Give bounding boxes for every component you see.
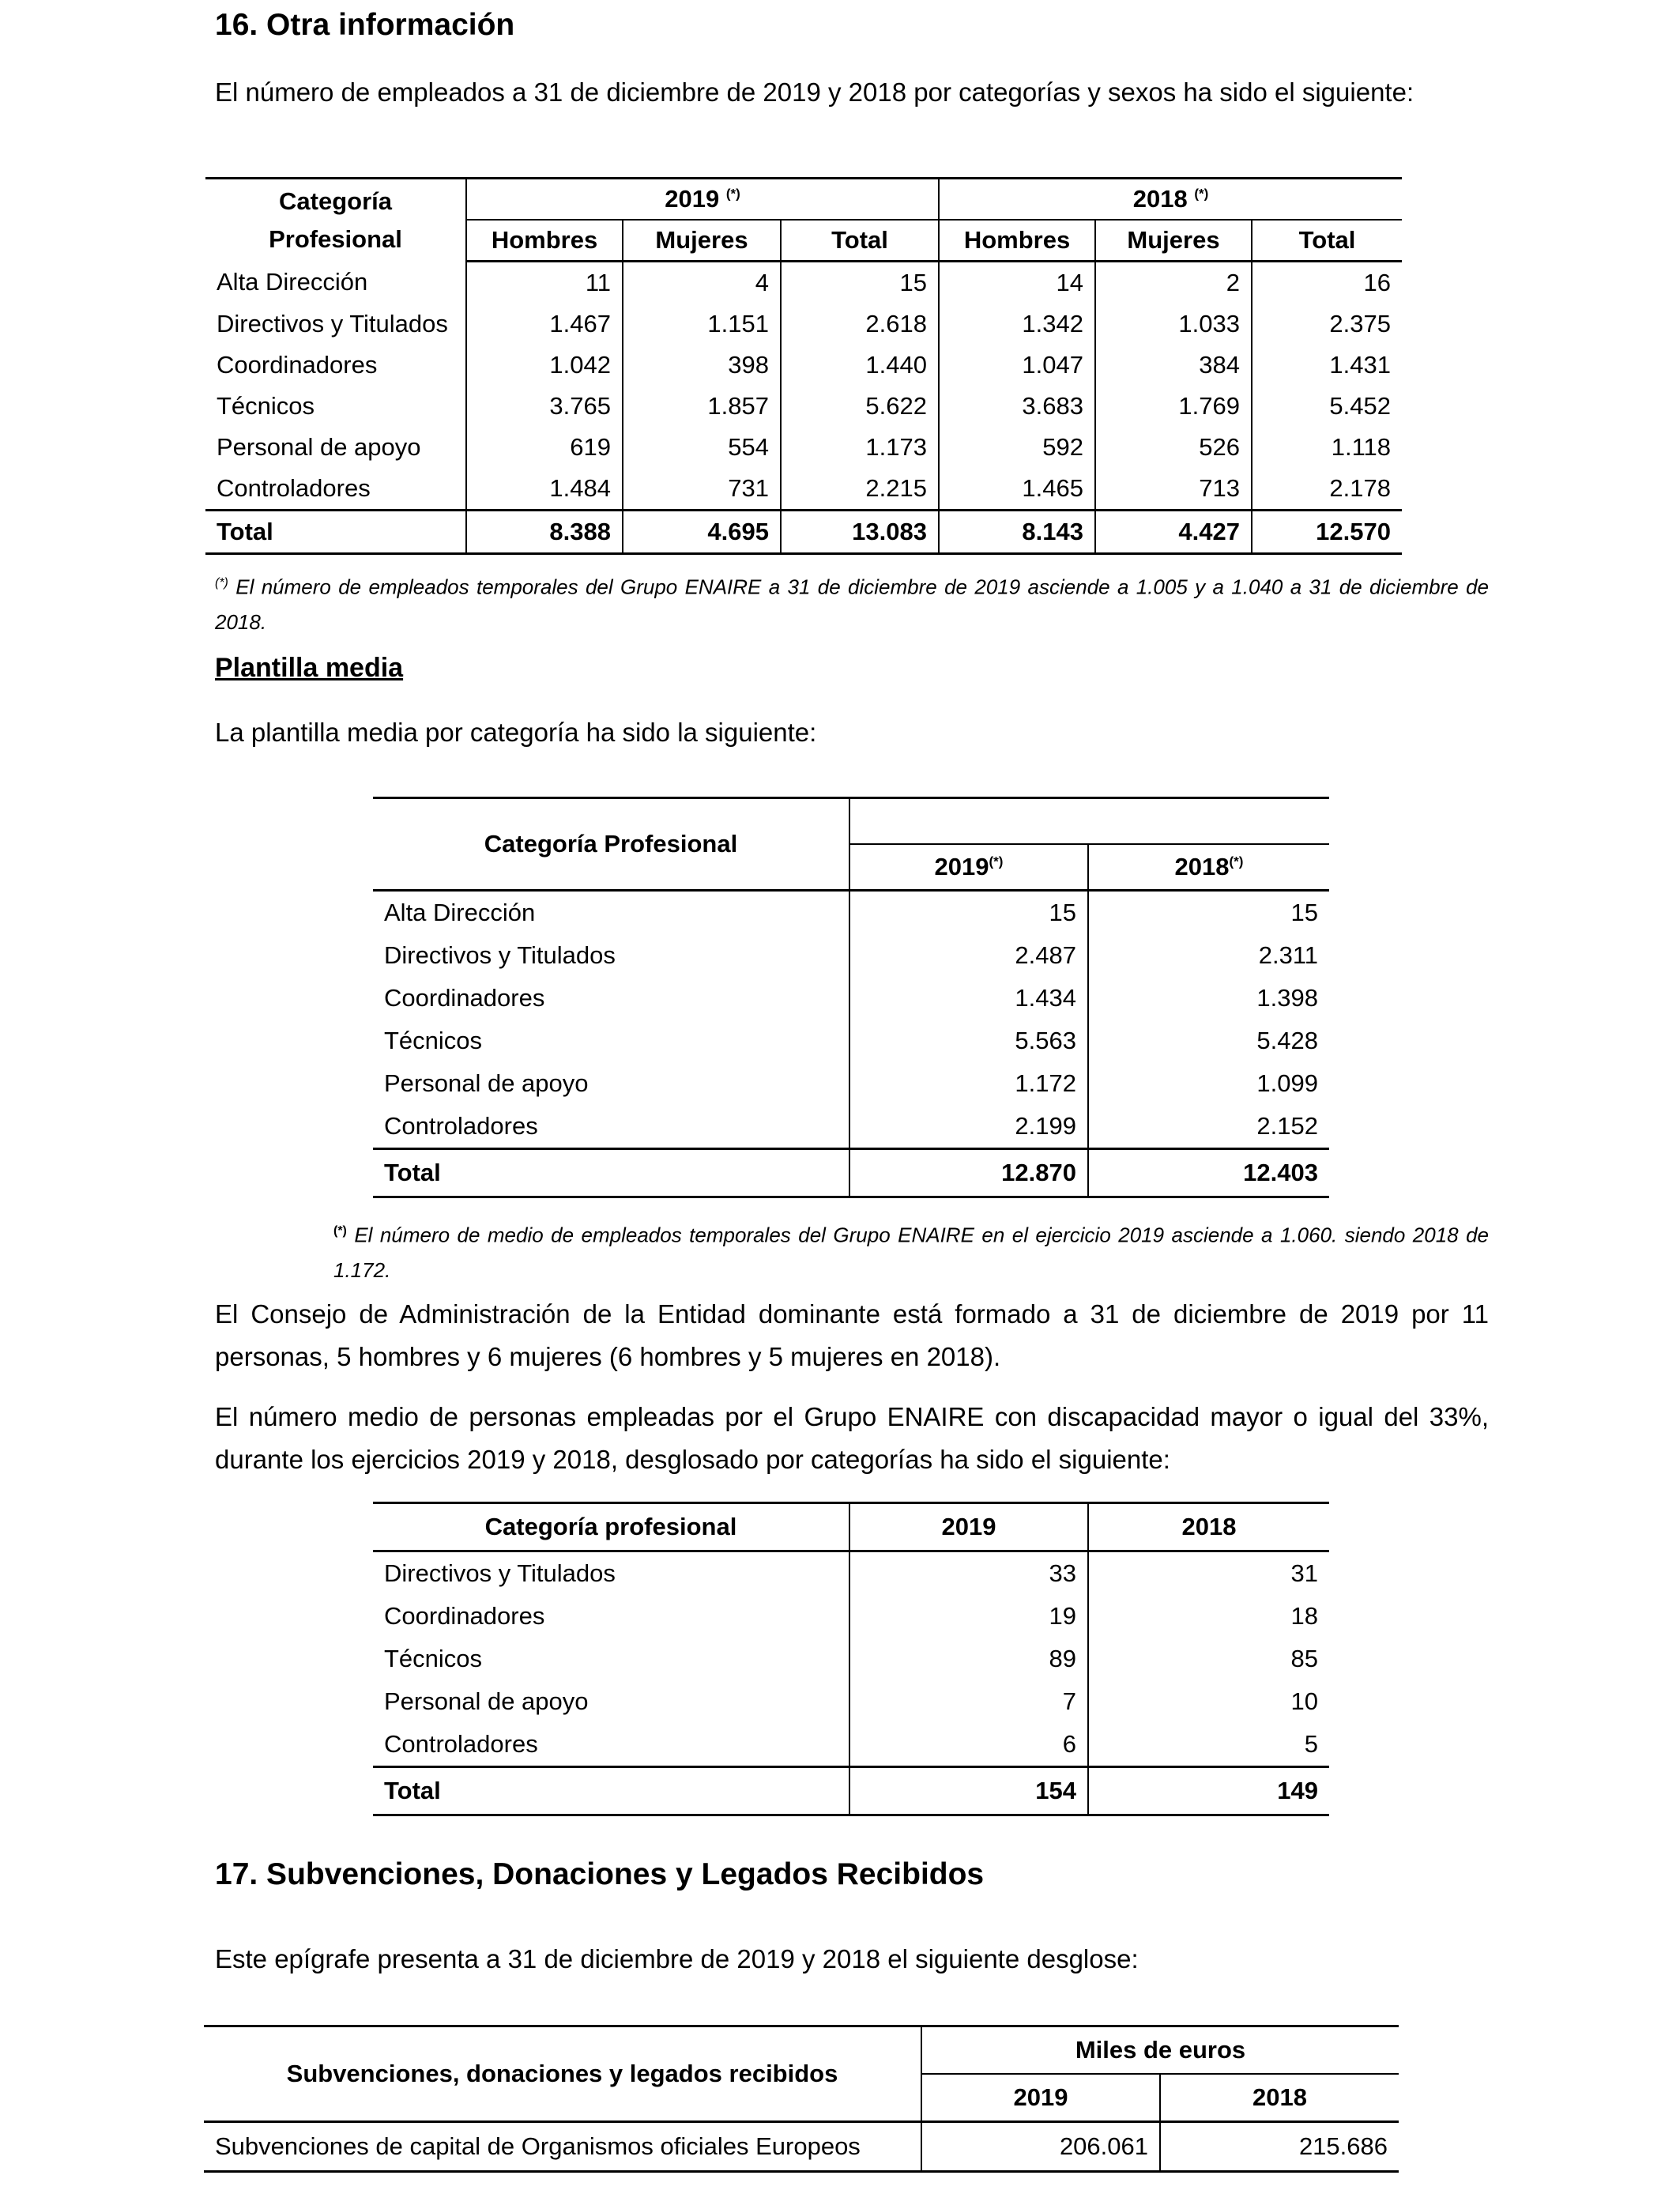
table-cell: 15 [781, 262, 939, 304]
total-cell: 8.388 [466, 511, 623, 554]
grants-header: Subvenciones, donaciones y legados recibidos [204, 2026, 921, 2122]
total-cell: 149 [1088, 1767, 1329, 1815]
row-label: Controladores [384, 1730, 538, 1758]
table-cell: 33 [849, 1551, 1088, 1596]
table-cell: 713 [1095, 468, 1252, 511]
section-17-title: 17. Subvenciones, Donaciones y Legados Recibidos [215, 1857, 985, 1891]
table-cell: 1.151 [623, 303, 781, 345]
employees-by-category-sex-table [205, 177, 1402, 555]
table-row [205, 386, 1402, 427]
table-total-row [205, 511, 1402, 554]
col-header: Hombres [466, 220, 623, 262]
year-2019-header: 2019 [921, 2074, 1160, 2122]
plantilla-subtitle: Plantilla media [215, 653, 404, 683]
footnote-mark: (*) [215, 576, 228, 590]
table-row [373, 1723, 1329, 1767]
table-cell: 4 [623, 262, 781, 304]
table-cell: 1.118 [1252, 427, 1402, 468]
table-cell: 554 [623, 427, 781, 468]
total-cell: 4.427 [1095, 511, 1252, 554]
year-2018-header [939, 179, 1402, 221]
table-cell: 5.563 [849, 1020, 1088, 1062]
table-row [373, 1062, 1329, 1105]
table-cell: 398 [623, 345, 781, 386]
disability-staff-table [373, 1502, 1329, 1816]
table-cell: 592 [939, 427, 1095, 468]
row-label: Directivos y Titulados [384, 941, 616, 969]
col-header: Total [781, 220, 939, 262]
table-row [205, 468, 1402, 511]
category-header: Categoría profesional [373, 1503, 849, 1551]
table-row [205, 262, 1402, 304]
table-cell: 526 [1095, 427, 1252, 468]
table-cell: 5.428 [1088, 1020, 1329, 1062]
year-2019-header [466, 179, 939, 221]
section-16-intro: El número de empleados a 31 de diciembre de 2019 y 2018 por categorías y sexos ha sido el siguiente: [215, 77, 1414, 107]
average-staff-table [373, 797, 1329, 1198]
table-cell: 1.769 [1095, 386, 1252, 427]
table-row [373, 1105, 1329, 1149]
table-row [204, 2122, 1399, 2172]
table-cell: 384 [1095, 345, 1252, 386]
section-17-intro: Este epígrafe presenta a 31 de diciembre de 2019 y 2018 el siguiente desglose: [215, 1944, 1139, 1973]
table-cell: 1.431 [1252, 345, 1402, 386]
row-label: Personal de apoyo [384, 1069, 589, 1097]
table-cell: 1.857 [623, 386, 781, 427]
table-row [373, 934, 1329, 977]
total-cell: 8.143 [939, 511, 1095, 554]
year-2019-label: 2019 [934, 853, 989, 880]
table-row [373, 977, 1329, 1020]
table-cell: 2.487 [849, 934, 1088, 977]
table-cell: 5 [1088, 1723, 1329, 1767]
year-2019-header [849, 844, 1088, 891]
table-cell: 2.178 [1252, 468, 1402, 511]
table-cell: 1.467 [466, 303, 623, 345]
total-cell: 4.695 [623, 511, 781, 554]
table-cell: 1.484 [466, 468, 623, 511]
table-row [373, 891, 1329, 935]
table-cell: 85 [1088, 1638, 1329, 1680]
table-cell: 619 [466, 427, 623, 468]
asterisk-mark: (*) [989, 854, 1004, 869]
row-label: Directivos y Titulados [384, 1559, 616, 1587]
miles-euros-header: Miles de euros [921, 2026, 1399, 2075]
total-label: Total [205, 511, 466, 554]
table-cell: 1.434 [849, 977, 1088, 1020]
table-cell: 6 [849, 1723, 1088, 1767]
table-row [373, 1595, 1329, 1638]
total-cell: 12.403 [1088, 1149, 1329, 1197]
table-cell: 31 [1088, 1551, 1329, 1596]
total-cell: 12.570 [1252, 511, 1402, 554]
table-cell: 215.686 [1160, 2122, 1399, 2172]
col-header: Hombres [939, 220, 1095, 262]
total-cell: 13.083 [781, 511, 939, 554]
table-row [373, 1551, 1329, 1596]
empty-header [849, 798, 1329, 845]
table-row [205, 427, 1402, 468]
table-cell: 2 [1095, 262, 1252, 304]
table-cell: 3.683 [939, 386, 1095, 427]
row-label: Personal de apoyo [217, 433, 421, 461]
row-label: Controladores [217, 474, 371, 502]
table-cell: 1.173 [781, 427, 939, 468]
table-row [205, 303, 1402, 345]
year-2019-header: 2019 [849, 1503, 1088, 1551]
category-header: Categoría Profesional [373, 798, 849, 891]
footnote-text: El número de empleados temporales del Grupo ENAIRE a 31 de diciembre de 2019 asciende a 1.005 y a 1.040 a 31 de diciembre de 2018. [215, 575, 1489, 634]
table-cell: 7 [849, 1680, 1088, 1723]
total-cell: 154 [849, 1767, 1088, 1815]
table-cell: 3.765 [466, 386, 623, 427]
plantilla-intro: La plantilla media por categoría ha sido la siguiente: [215, 718, 817, 747]
year-2018-label: 2018 [1132, 185, 1188, 213]
table-row [373, 1680, 1329, 1723]
table-cell: 206.061 [921, 2122, 1160, 2172]
year-2018-header: 2018 [1088, 1503, 1329, 1551]
table-cell: 1.099 [1088, 1062, 1329, 1105]
table-row [373, 1020, 1329, 1062]
footnote-text: El número de medio de empleados temporales del Grupo ENAIRE en el ejercicio 2019 asciende a 1.060. siendo 2018 de 1.172. [333, 1223, 1489, 1282]
table-cell: 1.033 [1095, 303, 1252, 345]
table1-footnote [215, 566, 1489, 639]
table-cell: 1.342 [939, 303, 1095, 345]
table-cell: 10 [1088, 1680, 1329, 1723]
row-label: Alta Dirección [384, 899, 536, 926]
table-cell: 2.152 [1088, 1105, 1329, 1149]
disability-paragraph: El número medio de personas empleadas por el Grupo ENAIRE con discapacidad mayor o igual del 33%, durante los ejercicios 2019 y 2018, desglosado por categorías ha sido el siguiente: [215, 1402, 1489, 1474]
row-label: Personal de apoyo [384, 1687, 589, 1715]
year-2018-header: 2018 [1160, 2074, 1399, 2122]
table-cell: 5.622 [781, 386, 939, 427]
table-cell: 14 [939, 262, 1095, 304]
table-cell: 1.042 [466, 345, 623, 386]
year-2018-header [1088, 844, 1329, 891]
row-label: Técnicos [384, 1027, 483, 1054]
table-cell: 2.215 [781, 468, 939, 511]
category-header-line1: Categoría [279, 187, 392, 215]
category-header [205, 179, 466, 262]
table-row [205, 345, 1402, 386]
asterisk-mark: (*) [725, 186, 740, 202]
table-total-row [373, 1149, 1329, 1197]
footnote-mark: (*) [333, 1224, 347, 1238]
total-cell: 12.870 [849, 1149, 1088, 1197]
table-cell: 1.465 [939, 468, 1095, 511]
row-label: Controladores [384, 1112, 538, 1140]
total-label: Total [373, 1767, 849, 1815]
asterisk-mark: (*) [1194, 186, 1209, 202]
table-cell: 11 [466, 262, 623, 304]
row-label: Coordinadores [217, 351, 378, 379]
table-cell: 2.311 [1088, 934, 1329, 977]
table-cell: 15 [1088, 891, 1329, 935]
grants-table [204, 2025, 1399, 2173]
table-cell: 1.047 [939, 345, 1095, 386]
table-cell: 89 [849, 1638, 1088, 1680]
table-cell: 2.618 [781, 303, 939, 345]
year-2018-label: 2018 [1174, 853, 1230, 880]
asterisk-mark: (*) [1229, 854, 1244, 869]
total-label: Total [373, 1149, 849, 1197]
table2-footnote [333, 1214, 1489, 1287]
table-cell: 1.398 [1088, 977, 1329, 1020]
category-header-line2: Profesional [269, 224, 402, 253]
table-cell: 19 [849, 1595, 1088, 1638]
table-cell: 18 [1088, 1595, 1329, 1638]
col-header: Mujeres [1095, 220, 1252, 262]
table-cell: 2.199 [849, 1105, 1088, 1149]
row-label: Subvenciones de capital de Organismos oficiales Europeos [215, 2132, 861, 2160]
row-label: Alta Dirección [217, 268, 368, 296]
row-label: Coordinadores [384, 1602, 545, 1630]
consejo-paragraph: El Consejo de Administración de la Entidad dominante está formado a 31 de diciembre de 2019 por 11 personas, 5 hombres y 6 mujeres (6 hombres y 5 mujeres en 2018). [215, 1299, 1489, 1371]
section-16-title: 16. Otra información [215, 8, 515, 42]
col-header: Mujeres [623, 220, 781, 262]
table-total-row [373, 1767, 1329, 1815]
row-label: Coordinadores [384, 984, 545, 1012]
table-cell: 16 [1252, 262, 1402, 304]
col-header: Total [1252, 220, 1402, 262]
table-cell: 15 [849, 891, 1088, 935]
row-label: Directivos y Titulados [217, 310, 448, 337]
table-cell: 2.375 [1252, 303, 1402, 345]
row-label: Técnicos [217, 392, 315, 420]
table-cell: 1.440 [781, 345, 939, 386]
table-row [373, 1638, 1329, 1680]
table-cell: 1.172 [849, 1062, 1088, 1105]
table-cell: 731 [623, 468, 781, 511]
row-label: Técnicos [384, 1645, 483, 1672]
table-cell: 5.452 [1252, 386, 1402, 427]
year-2019-label: 2019 [665, 185, 720, 213]
